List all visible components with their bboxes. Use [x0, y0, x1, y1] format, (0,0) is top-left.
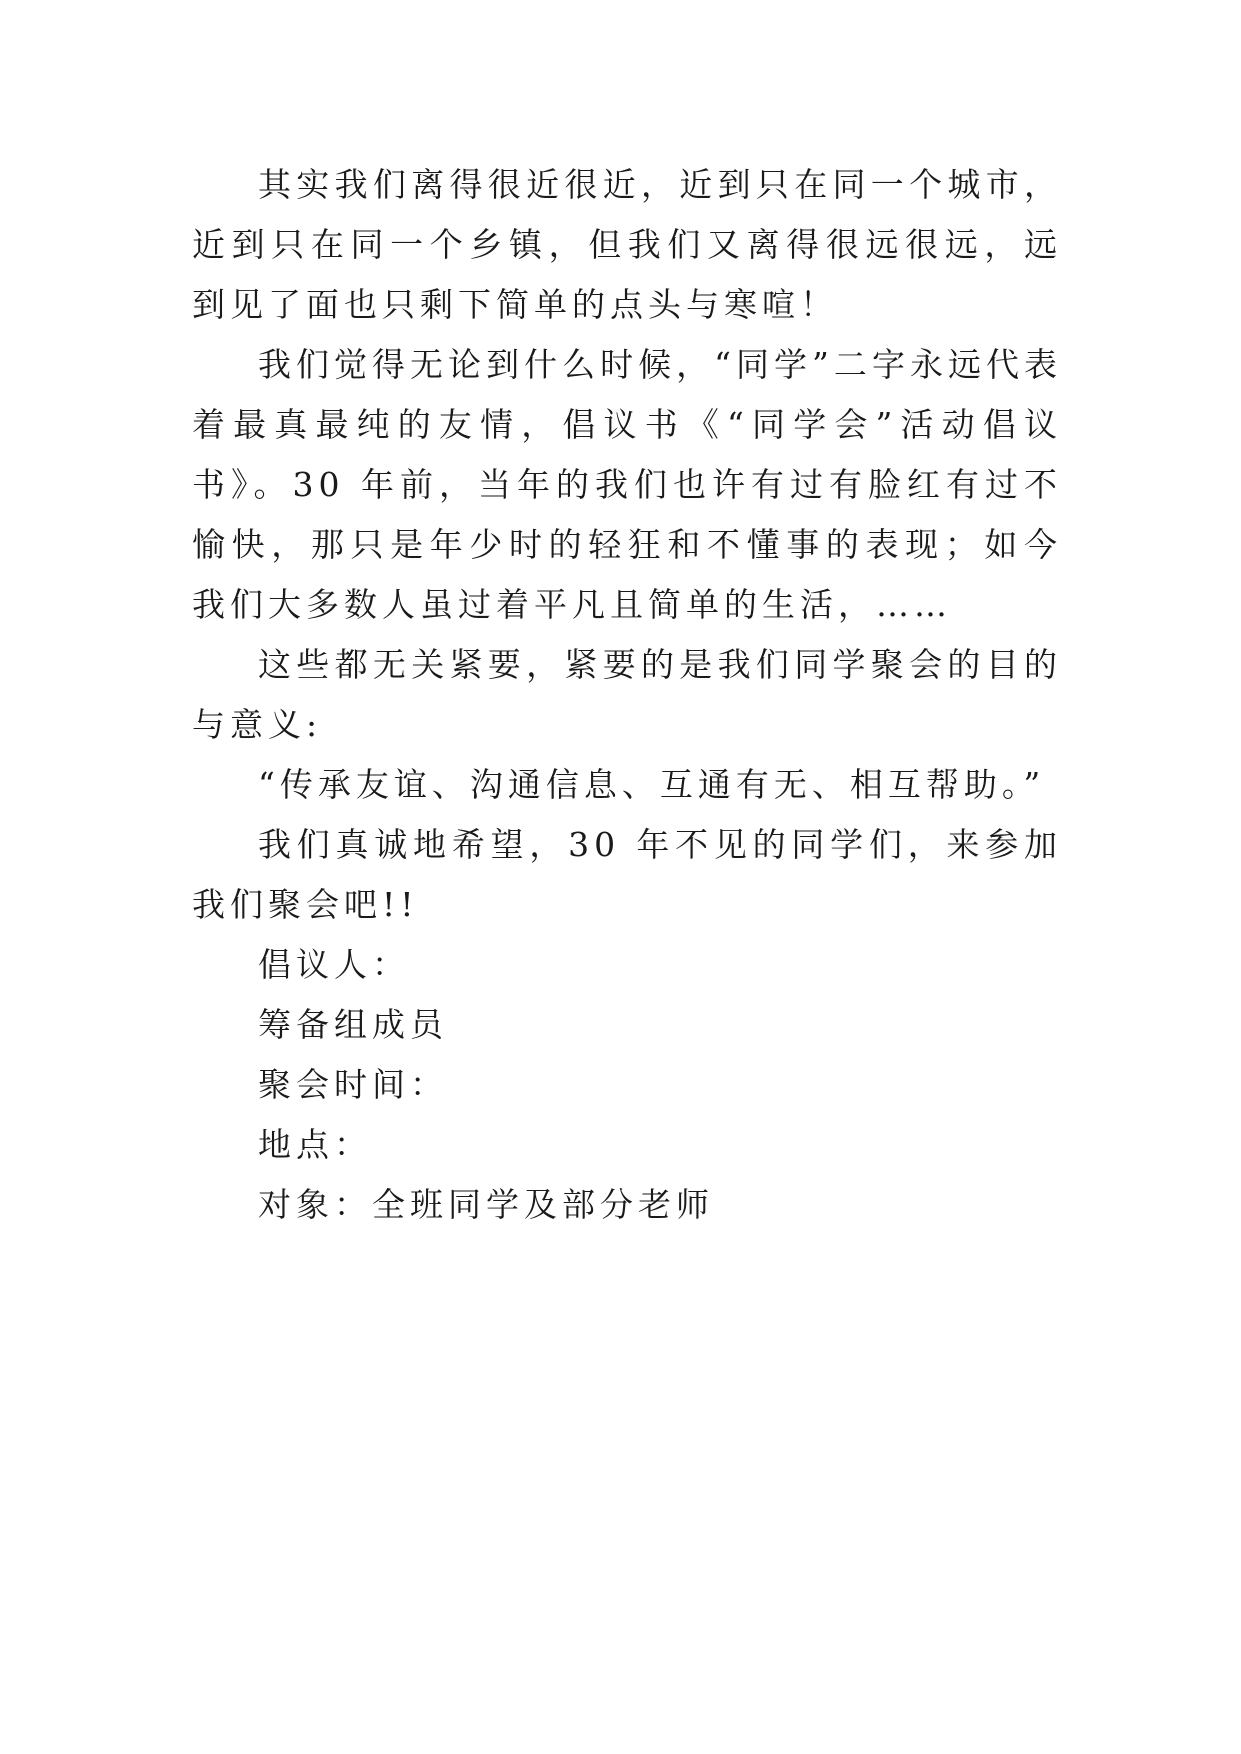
- paragraph-distance: 其实我们离得很近很近，近到只在同一个城市，近到只在同一个乡镇，但我们又离得很远很远，远到见了面也只剩下简单的点头与寒喧！: [192, 165, 1062, 324]
- organizer-line: 筹备组成员: [258, 1005, 448, 1044]
- paragraph-motto: “传承友谊、沟通信息、互通有无、相互帮助。”: [258, 765, 1046, 804]
- paragraph-invitation: 我们真诚地希望，30 年不见的同学们，来参加我们聚会吧!!: [192, 825, 1062, 924]
- paragraph-friendship: 我们觉得无论到什么时候，“同学”二字永远代表着最真最纯的友情，倡议书《“同学会”活动倡议书》。30 年前，当年的我们也许有过有脸红有过不愉快，那只是年少时的轻狂和不懂事的表现；如今我们大多数人虽过着平凡且简单的生活，……: [192, 345, 1062, 624]
- paragraph-purpose: 这些都无关紧要，紧要的是我们同学聚会的目的与意义:: [192, 645, 1062, 744]
- location-label: 地点：: [258, 1125, 372, 1164]
- document-body: [192, 155, 1062, 1235]
- initiator-label: 倡议人：: [258, 945, 410, 984]
- audience-line: 对象：全班同学及部分老师: [258, 1185, 714, 1224]
- time-label: 聚会时间：: [258, 1065, 448, 1104]
